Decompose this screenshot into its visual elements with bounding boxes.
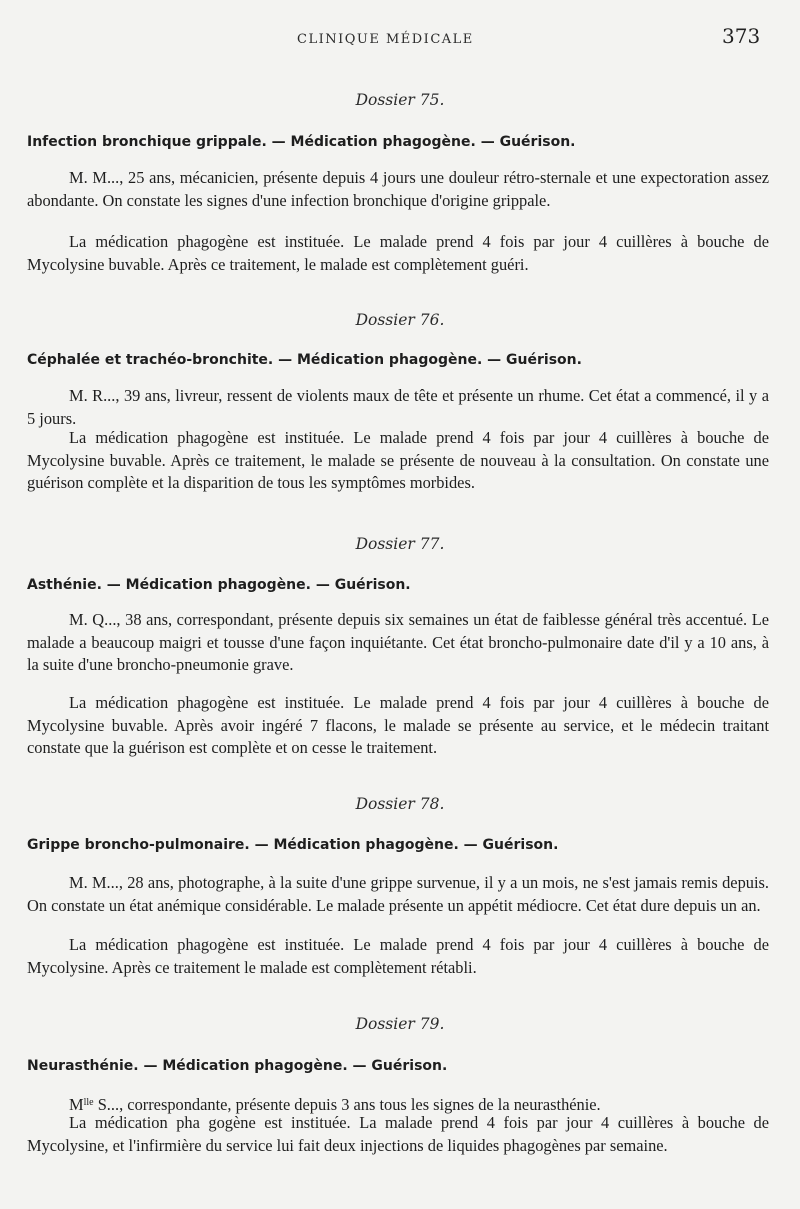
case-paragraph: M. Q..., 38 ans, correspondant, présente depuis six semaines un état de faiblesse général très accentué. Le malade a beaucoup maigri et tousse d'une façon inquiétante. Cet état broncho-pulmonaire date d'il y a 10 ans, à la suite d'une broncho-pneumonie grave. (27, 610, 769, 675)
page-number: 373 (722, 24, 761, 48)
case-heading: Grippe broncho-pulmonaire. — Médication phagogène. — Guérison. (27, 837, 559, 853)
case-paragraph: La médication phagogène est instituée. Le malade prend 4 fois par jour 4 cuillères à bouche de Mycolysine buvable. Après ce traitement, le malade se présente de nouveau à la consultation. On constate une guérison complète et la disparition de tous les symptômes morbides. (27, 428, 769, 493)
case-paragraph: La médication pha gogène est instituée. La malade prend 4 fois par jour 4 cuillères à bouche de Mycolysine, et l'infirmière du service lui fait deux injections de liquides phagogènes par semaine. (27, 1113, 769, 1155)
dossier-title: Dossier 78. (355, 795, 445, 813)
case-paragraph: M. M..., 25 ans, mécanicien, présente depuis 4 jours une douleur rétro-sternale et une expectoration assez abondante. On constate les signes d'une infection bronchique d'origine grippale. (27, 168, 769, 210)
case-paragraph: $M^{lle}$ S..., correspondante, présente depuis 3 ans tous les signes de la neurasthénie. (69, 1095, 601, 1114)
case-paragraph: M. R..., 39 ans, livreur, ressent de violents maux de tête et présente un rhume. Cet état a commencé, il y a 5 jours. (27, 386, 769, 428)
dossier-title: Dossier 77. (355, 535, 445, 553)
case-paragraph: M. M..., 28 ans, photographe, à la suite d'une grippe survenue, il y a un mois, ne s'est jamais remis depuis. On constate un état anémique considérable. Le malade présente un appétit médiocre. Cet état dure depuis un an. (27, 873, 769, 915)
dossier-title: Dossier 79. (355, 1015, 445, 1033)
case-paragraph: La médication phagogène est instituée. Le malade prend 4 fois par jour 4 cuillères à bouche de Mycolysine. Après ce traitement le malade est complètement rétabli. (27, 935, 769, 977)
case-heading: Infection bronchique grippale. — Médication phagogène. — Guérison. (27, 134, 576, 150)
case-heading: Asthénie. — Médication phagogène. — Guérison. (27, 577, 411, 593)
case-heading: Céphalée et trachéo-bronchite. — Médication phagogène. — Guérison. (27, 352, 582, 368)
honorific-abbrev: $M^{lle}$ (69, 1095, 94, 1114)
case-heading: Neurasthénie. — Médication phagogène. — Guérison. (27, 1058, 448, 1074)
case-paragraph: La médication phagogène est instituée. Le malade prend 4 fois par jour 4 cuillères à bouche de Mycolysine buvable. Après ce traitement, le malade est complètement guéri. (27, 232, 769, 274)
dossier-title: Dossier 75. (355, 91, 445, 109)
dossier-title: Dossier 76. (355, 311, 445, 329)
running-title: CLINIQUE MÉDICALE (297, 32, 474, 47)
case-paragraph: La médication phagogène est instituée. Le malade prend 4 fois par jour 4 cuillères à bouche de Mycolysine buvable. Après avoir ingéré 7 flacons, le malade se présente au service, et le médecin traitant constate que la guérison est complète et on cesse le traitement. (27, 693, 769, 758)
